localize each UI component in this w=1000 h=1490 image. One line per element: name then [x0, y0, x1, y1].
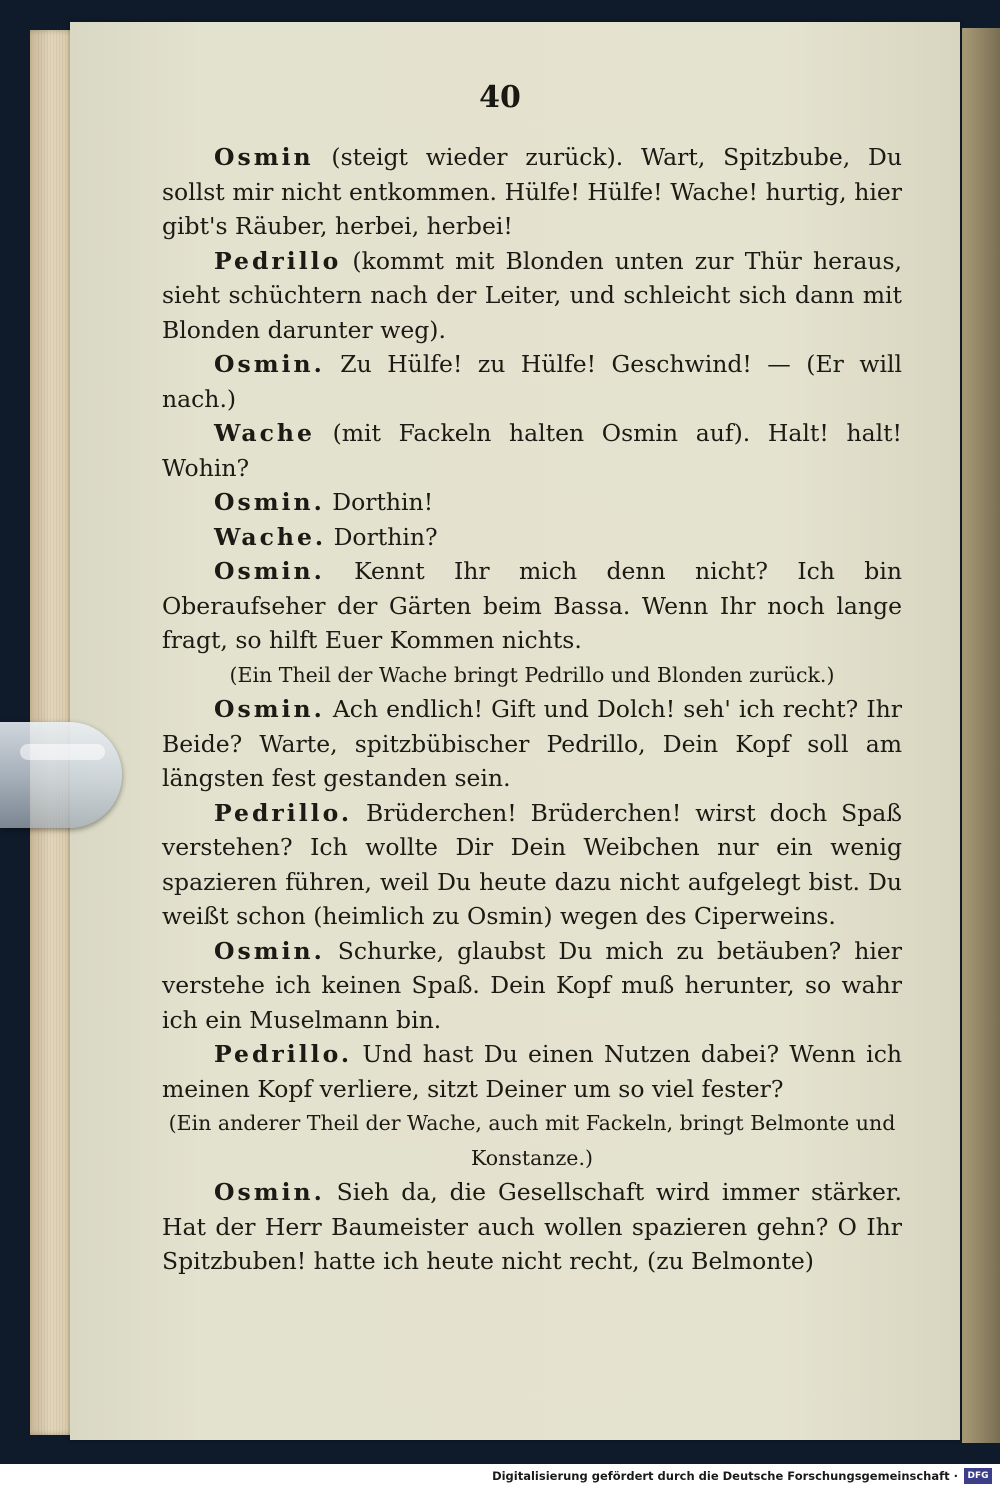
stage-direction [162, 658, 902, 693]
paragraph [162, 554, 902, 658]
paragraph [162, 347, 902, 416]
stage-direction [162, 1106, 902, 1175]
speaker-name: Osmin. [214, 488, 325, 516]
paragraph [162, 244, 902, 348]
paragraph-text: Dorthin? [326, 522, 438, 551]
paragraph-text: Kennt Ihr mich denn nicht? Ich bin Oberaufseher der Gärten beim Bassa. Wenn Ihr noch lange fragt, so hilft Euer Kommen nichts. [162, 557, 902, 654]
footer-strip [0, 1464, 1000, 1490]
paragraph [162, 692, 902, 796]
paragraph-text: Und hast Du einen Nutzen dabei? Wenn ich meinen Kopf verliere, sitzt Deiner um so viel fester? [162, 1040, 902, 1103]
page-clip [0, 722, 122, 828]
speaker-name: Osmin. [214, 1178, 325, 1206]
speaker-name: Wache [214, 419, 315, 447]
paragraph-text: Ach endlich! Gift und Dolch! seh' ich recht? Ihr Beide? Warte, spitzbübischer Pedrillo, Dein Kopf soll am längsten fest gestanden sein. [162, 695, 902, 792]
paragraph-text: Brüderchen! Brüderchen! wirst doch Spaß verstehen? Ich wollte Dir Dein Weibchen nur ein wenig spazieren führen, weil Du heute dazu nicht aufgelegt bist. Du weißt schon (heimlich zu Osmin) wegen des Ciperweins. [162, 798, 902, 930]
speaker-name: Osmin [214, 143, 314, 171]
speaker-name: Pedrillo. [214, 798, 353, 827]
paragraph-text: Zu Hülfe! zu Hülfe! Geschwind! — (Er will nach.) [162, 350, 902, 413]
paragraph [162, 416, 902, 485]
paragraph-text: Dorthin! [324, 488, 434, 516]
paragraph [162, 934, 902, 1038]
paragraph [162, 140, 902, 244]
paragraph-text: Schurke, glaubst Du mich zu betäuben? hier verstehe ich keinen Spaß. Dein Kopf muß herunter, so wahr ich ein Muselmann bin. [162, 936, 902, 1034]
paragraph-text: (mit Fackeln halten Osmin auf). Halt! halt! Wohin? [162, 419, 902, 482]
page-edge-right [962, 28, 1000, 1443]
paragraph-text: (steigt wieder zurück). Wart, Spitzbube, Du sollst mir nicht entkommen. Hülfe! Hülfe! Wache! hurtig, hier gibt's Räuber, herbei, herbei! [162, 143, 902, 240]
speaker-name: Pedrillo [214, 246, 342, 275]
speaker-name: Wache. [214, 522, 327, 551]
speaker-name: Osmin. [214, 557, 325, 585]
page-text [162, 140, 902, 1279]
funding-credit: Digitalisierung gefördert durch die Deutsche Forschungsgemeinschaft · [492, 1469, 958, 1483]
paragraph [162, 1037, 902, 1106]
book-page [70, 22, 960, 1440]
paragraph [162, 520, 902, 555]
paragraph-text: (kommt mit Blonden unten zur Thür heraus, sieht schüchtern nach der Leiter, und schleicht sich dann mit Blonden darunter weg). [162, 246, 902, 344]
speaker-name: Osmin. [214, 350, 325, 378]
page-number: 40 [479, 80, 521, 115]
stage-direction-text: (Ein anderer Theil der Wache, auch mit Fackeln, bringt Belmonte und Konstanze.) [168, 1111, 896, 1170]
paragraph [162, 796, 902, 934]
paragraph [162, 1175, 902, 1279]
paragraph [162, 485, 902, 520]
speaker-name: Osmin. [214, 695, 325, 723]
dfg-logo-icon: DFG [964, 1468, 992, 1484]
paragraph-text: Sieh da, die Gesellschaft wird immer stärker. Hat der Herr Baumeister auch wollen spazieren gehn? O Ihr Spitzbuben! hatte ich heute nicht recht, (zu Belmonte) [162, 1178, 902, 1275]
stage-direction-text: (Ein Theil der Wache bringt Pedrillo und Blonden zurück.) [229, 662, 835, 687]
speaker-name: Osmin. [214, 936, 325, 965]
speaker-name: Pedrillo. [214, 1040, 353, 1068]
